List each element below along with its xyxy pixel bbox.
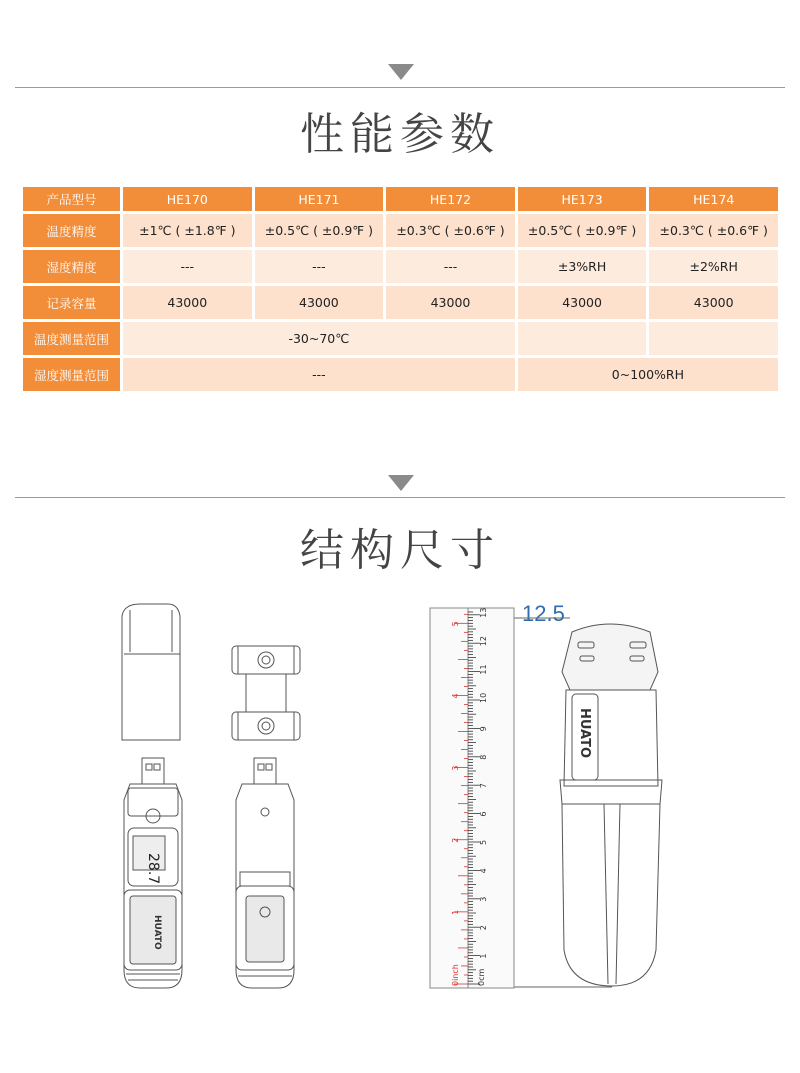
table-cell: 43000 [123,286,252,319]
ruler-cm-unit: 0cm [477,968,486,986]
row-label: 记录容量 [23,286,120,319]
table-cell-merged: --- [123,358,515,391]
ruler-cm-label: 9 [479,726,488,732]
table-cell: ±0.3℃ ( ±0.6℉ ) [649,214,778,247]
table-cell-merged: -30~70℃ [123,322,515,355]
spec-table [20,184,781,394]
table-cell: --- [123,250,252,283]
row-label: 温度精度 [23,214,120,247]
section-divider [15,497,785,498]
ruler-cm-label: 10 [479,692,488,703]
logger-back-drawing [236,758,294,988]
brand-text-large: HUATO [577,708,592,759]
model-cell: HE173 [518,187,647,211]
header-label-cell: 产品型号 [23,187,120,211]
table-row [23,250,778,283]
table-cell: ±3%RH [518,250,647,283]
ruler-cm-label: 2 [479,925,488,931]
ruler-inch-label: 3 [451,765,460,771]
ruler-cm-label: 6 [479,811,488,817]
ruler-cm-label: 4 [479,868,488,874]
table-cell-empty [649,322,778,355]
model-cell: HE174 [649,187,778,211]
ruler-inch-label: 5 [451,621,460,627]
ruler-cm-label: 3 [479,896,488,902]
ruler-inch-label: 4 [451,693,460,699]
table-row [23,322,778,355]
structure-section-title: 结构尺寸 [300,525,500,576]
section-divider [15,87,785,88]
logger-large-drawing [560,624,662,986]
model-cell: HE170 [123,187,252,211]
ruler-cm-label: 5 [479,839,488,845]
section-arrow-icon [388,64,414,80]
section-arrow-icon [388,475,414,491]
lcd-reading: 28.7 [145,853,161,885]
table-row [23,358,778,391]
model-cell: HE171 [255,187,384,211]
cap-drawing [122,604,180,740]
table-cell: ±2%RH [649,250,778,283]
ruler-cm-label: 13 [479,607,488,618]
ruler-cm-label: 8 [479,754,488,760]
structure-drawings [0,590,800,1010]
table-cell: 43000 [386,286,515,319]
table-header-row [23,187,778,211]
table-cell: 43000 [255,286,384,319]
table-cell: --- [255,250,384,283]
row-label: 湿度精度 [23,250,120,283]
dimension-label: 12.5 [522,601,565,626]
table-cell: ±0.5℃ ( ±0.9℉ ) [518,214,647,247]
table-row [23,286,778,319]
ruler [430,608,514,988]
table-cell: --- [386,250,515,283]
table-cell: ±0.5℃ ( ±0.9℉ ) [255,214,384,247]
table-cell: 43000 [518,286,647,319]
ruler-inch-label: 1 [451,909,460,915]
table-cell-empty [518,322,647,355]
ruler-inch-label: 2 [451,837,460,843]
table-cell: ±1℃ ( ±1.8℉ ) [123,214,252,247]
ruler-cm-label: 1 [479,953,488,959]
ruler-inch-unit: 0inch [451,964,460,986]
table-cell-merged: 0~100%RH [518,358,778,391]
spec-section-title: 性能参数 [300,109,500,160]
row-label: 温度测量范围 [23,322,120,355]
brand-text: HUATO [152,915,162,950]
wall-bracket-drawing [232,646,300,740]
table-cell: 43000 [649,286,778,319]
table-row [23,214,778,247]
ruler-cm-label: 7 [479,783,488,789]
ruler-cm-label: 12 [479,636,488,647]
table-cell: ±0.3℃ ( ±0.6℉ ) [386,214,515,247]
model-cell: HE172 [386,187,515,211]
ruler-cm-label: 11 [479,664,488,675]
row-label: 湿度测量范围 [23,358,120,391]
